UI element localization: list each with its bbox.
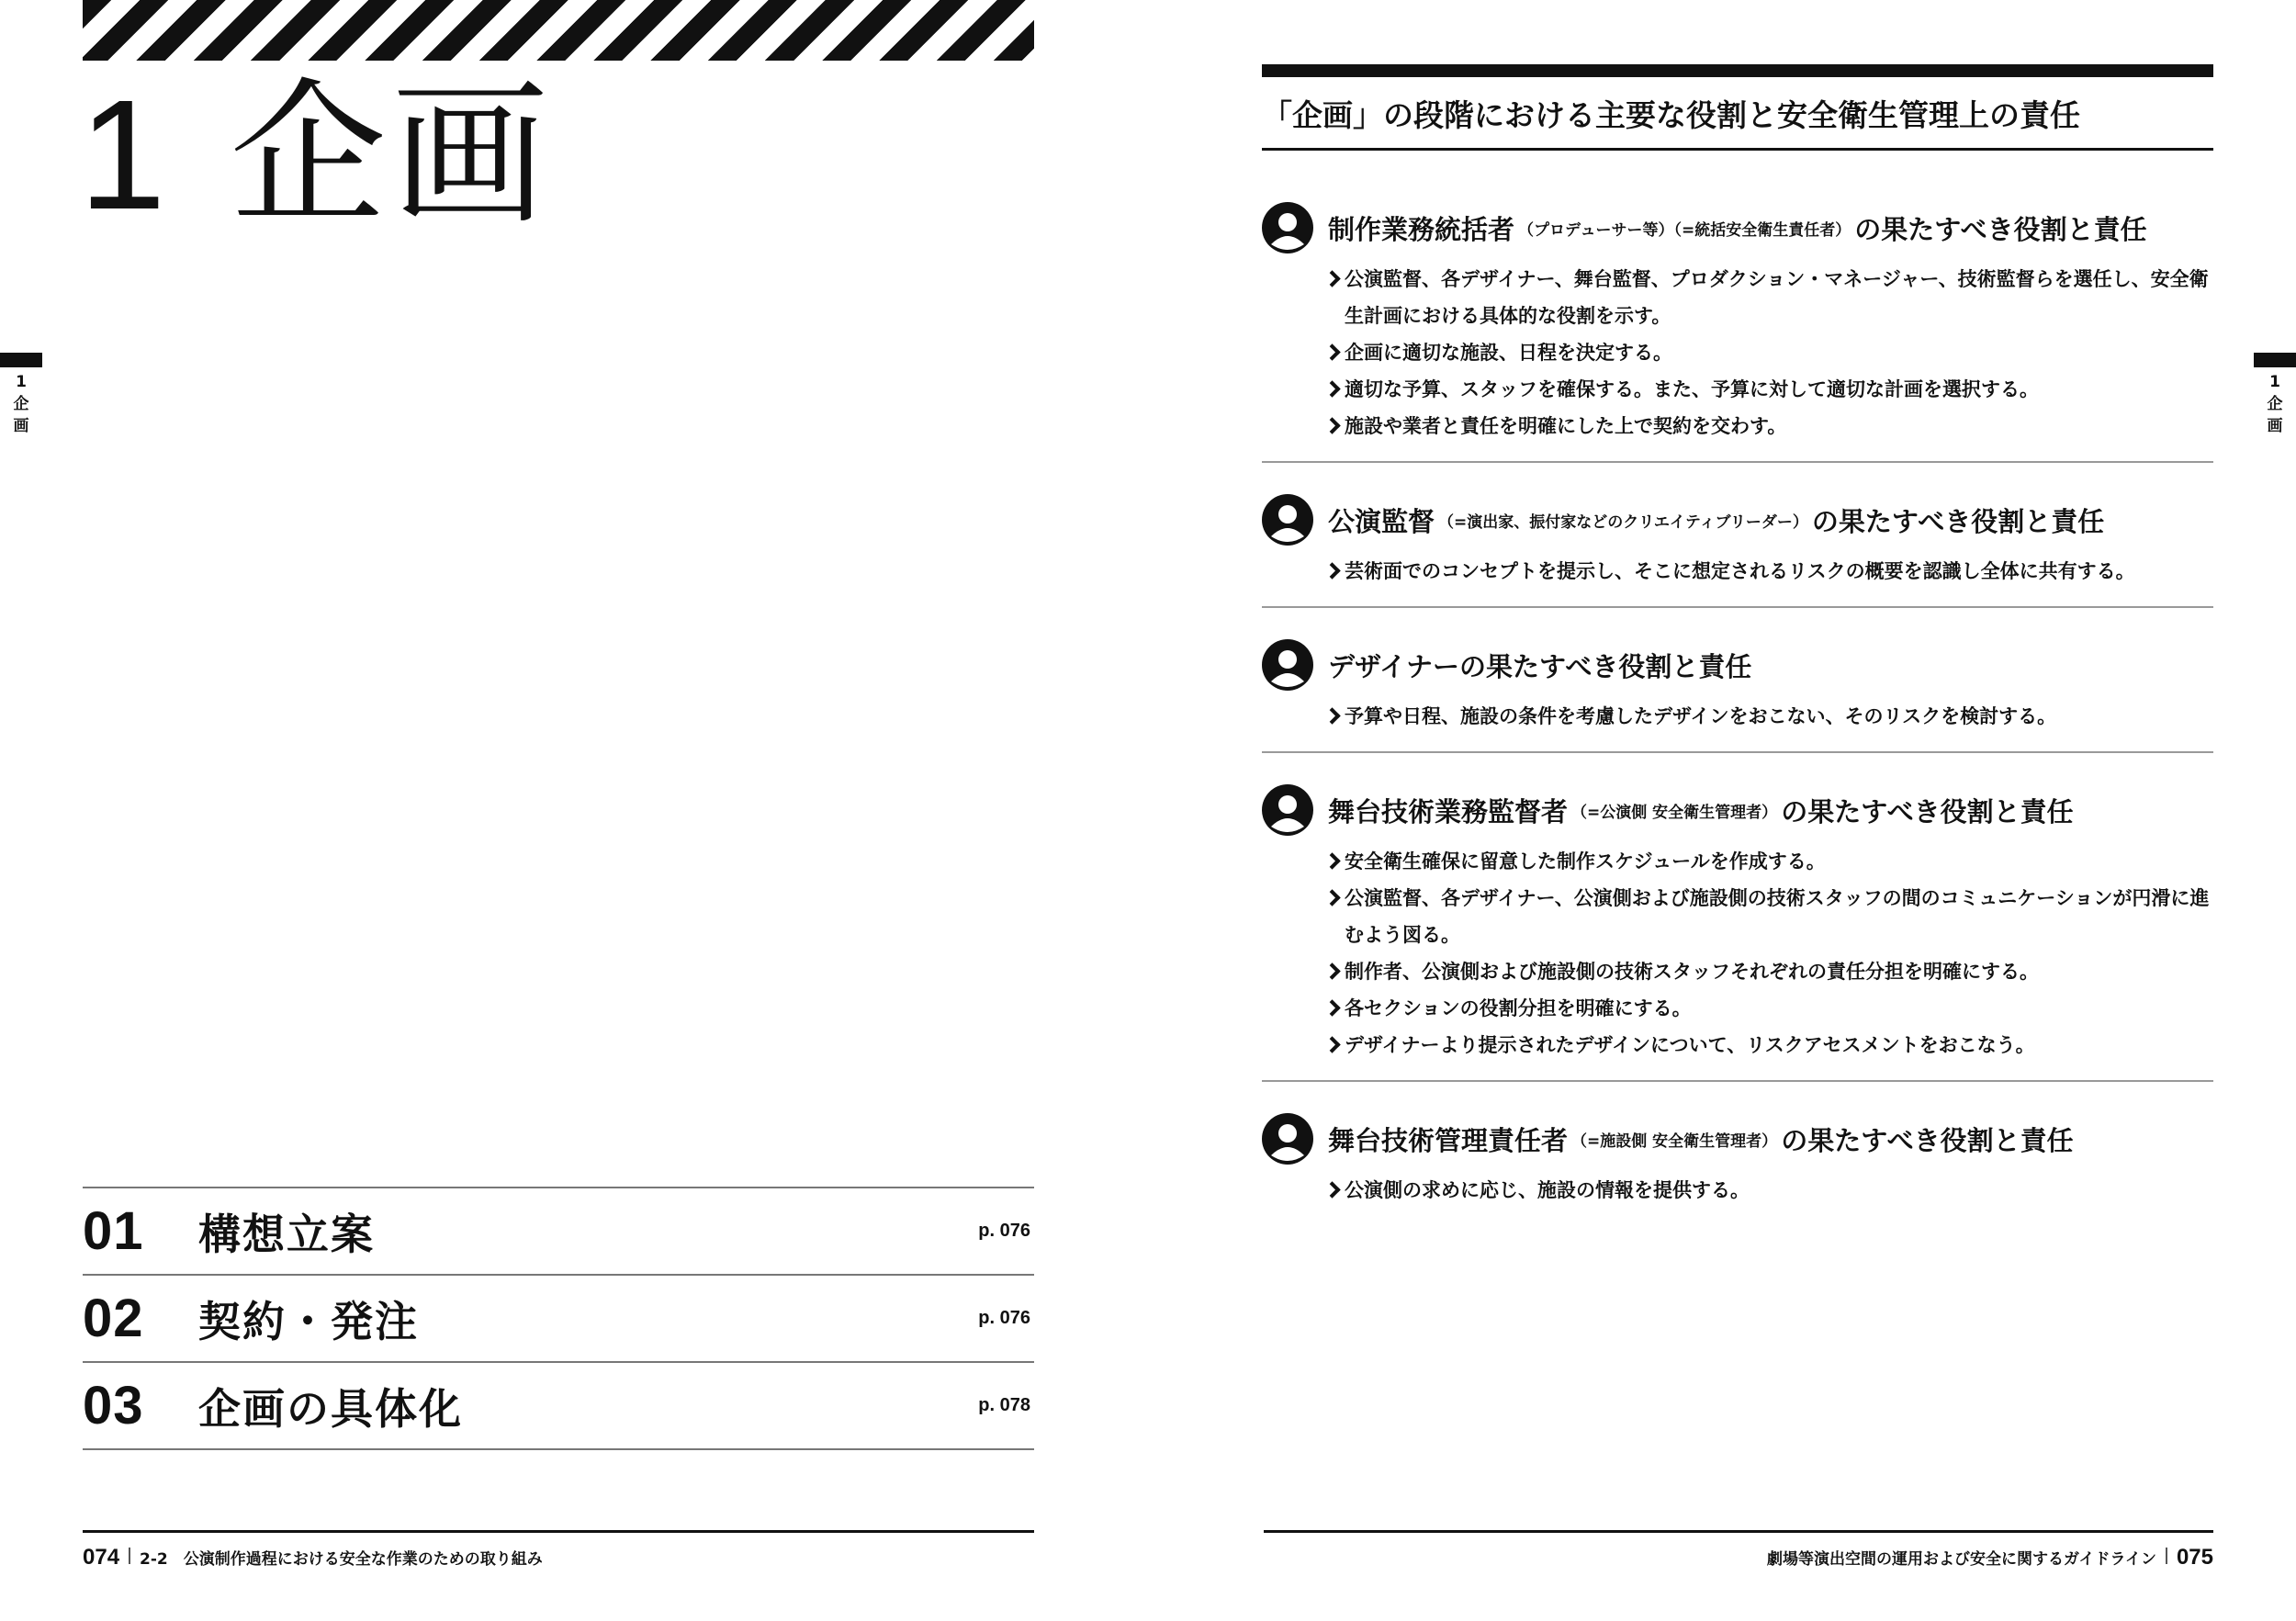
toc-label: 契約・発注 — [198, 1296, 419, 1346]
table-of-contents — [83, 1187, 1034, 1450]
bullet-item: 公演監督、各デザイナー、公演側および施設側の技術スタッフの間のコミュニケーションが円滑に進むよう図る。 — [1324, 880, 2213, 953]
toc-number: 03 — [83, 1376, 144, 1435]
toc-label: 企画の具体化 — [198, 1383, 463, 1434]
right-page — [1148, 0, 2296, 1621]
bullet-item: 予算や日程、施設の条件を考慮したデザインをおこない、そのリスクを検討する。 — [1324, 698, 2213, 735]
bullet-list — [1262, 261, 2213, 445]
role-note: （=公演側 安全衛生管理者） — [1571, 803, 1778, 822]
person-icon — [1262, 784, 1313, 836]
bullet-list — [1262, 698, 2213, 735]
toc-number: 02 — [83, 1289, 144, 1348]
chapter-side-tab — [2254, 353, 2296, 437]
bullet-item: 公演監督、各デザイナー、舞台監督、プロダクション・マネージャー、技術監督らを選任し、安全衛生計画における具体的な役割を示す。 — [1324, 261, 2213, 334]
bullet-item: デザイナーより提示されたデザインについて、リスクアセスメントをおこなう。 — [1324, 1027, 2213, 1064]
footer-separator — [2166, 1548, 2167, 1564]
bullet-item: 企画に適切な施設、日程を決定する。 — [1324, 334, 2213, 371]
side-tab-char: 画 — [2267, 417, 2283, 435]
bullet-item: 芸術面でのコンセプトを提示し、そこに想定されるリスクの概要を認識し全体に共有する。 — [1324, 553, 2213, 590]
role-name: 公演監督 — [1328, 505, 1435, 537]
toc-page-ref: p. 076 — [978, 1308, 1030, 1328]
top-rule-bar — [1262, 64, 2213, 77]
section-title: 「企画」の段階における主要な役割と安全衛生管理上の責任 — [1262, 92, 2213, 151]
person-icon — [1262, 639, 1313, 691]
bullet-item: 制作者、公演側および施設側の技術スタッフそれぞれの責任分担を明確にする。 — [1324, 953, 2213, 990]
chapter-side-tab — [0, 353, 42, 437]
toc-row[interactable] — [83, 1363, 1034, 1450]
role-block — [1262, 489, 2213, 608]
role-block — [1262, 634, 2213, 753]
bullet-item: 適切な予算、スタッフを確保する。また、予算に対して適切な計画を選択する。 — [1324, 371, 2213, 408]
role-name: デザイナー — [1328, 650, 1459, 682]
side-tab-char: 企 — [13, 395, 29, 413]
role-suffix: の果たすべき役割と責任 — [1458, 650, 1752, 682]
bullet-list — [1262, 843, 2213, 1064]
bullet-item: 公演側の求めに応じ、施設の情報を提供する。 — [1324, 1172, 2213, 1209]
bullet-list — [1262, 553, 2213, 590]
toc-number: 01 — [83, 1201, 144, 1261]
toc-row[interactable] — [83, 1188, 1034, 1276]
role-name: 舞台技術業務監督者 — [1328, 795, 1569, 827]
toc-page-ref: p. 078 — [978, 1395, 1030, 1415]
footer-rule — [83, 1530, 1034, 1533]
role-name: 舞台技術管理責任者 — [1328, 1124, 1569, 1156]
toc-row[interactable] — [83, 1276, 1034, 1363]
side-tab-char: 画 — [13, 417, 29, 435]
toc-page-ref: p. 076 — [978, 1221, 1030, 1241]
role-name: 制作業務統括者 — [1328, 213, 1515, 245]
person-icon — [1262, 202, 1313, 253]
diagonal-stripe-bar — [83, 0, 1034, 61]
role-block — [1262, 779, 2213, 1082]
page-footer-left — [83, 1545, 543, 1570]
role-note: （=施設側 安全衛生管理者） — [1571, 1131, 1778, 1151]
chapter-number: 1 — [79, 68, 172, 242]
bullet-item: 施設や業者と責任を明確にした上で契約を交わす。 — [1324, 408, 2213, 445]
role-list — [1262, 197, 2213, 1251]
page-number: 075 — [2176, 1545, 2213, 1570]
role-suffix: の果たすべき役割と責任 — [1781, 1124, 2074, 1156]
bullet-item: 各セクションの役割分担を明確にする。 — [1324, 990, 2213, 1027]
running-header: 2-2 公演制作過程における安全な作業のための取り組み — [140, 1550, 543, 1569]
chapter-title-text: 企画 — [230, 64, 554, 246]
role-suffix: の果たすべき役割と責任 — [1811, 505, 2105, 537]
role-suffix: の果たすべき役割と責任 — [1781, 795, 2074, 827]
footer-separator — [129, 1548, 130, 1564]
running-header: 劇場等演出空間の運用および安全に関するガイドライン — [1766, 1550, 2156, 1569]
bullet-list — [1262, 1172, 2213, 1209]
role-suffix: の果たすべき役割と責任 — [1854, 213, 2147, 245]
person-icon — [1262, 494, 1313, 546]
side-tab-number: 1 — [16, 373, 27, 391]
footer-rule — [1264, 1530, 2213, 1533]
role-note: （=演出家、振付家などのクリエイティブリーダー） — [1438, 512, 1808, 532]
chapter-title — [79, 64, 554, 246]
role-block — [1262, 197, 2213, 463]
page-number: 074 — [83, 1545, 120, 1570]
side-tab-char: 企 — [2267, 395, 2283, 413]
role-block — [1262, 1108, 2213, 1225]
page-footer-right — [1767, 1545, 2213, 1570]
person-icon — [1262, 1113, 1313, 1165]
side-tab-number: 1 — [2269, 373, 2280, 391]
role-note: （プロデューサー等）（=統括安全衛生責任者） — [1518, 220, 1851, 240]
toc-label: 構想立案 — [198, 1209, 375, 1259]
bullet-item: 安全衛生確保に留意した制作スケジュールを作成する。 — [1324, 843, 2213, 880]
